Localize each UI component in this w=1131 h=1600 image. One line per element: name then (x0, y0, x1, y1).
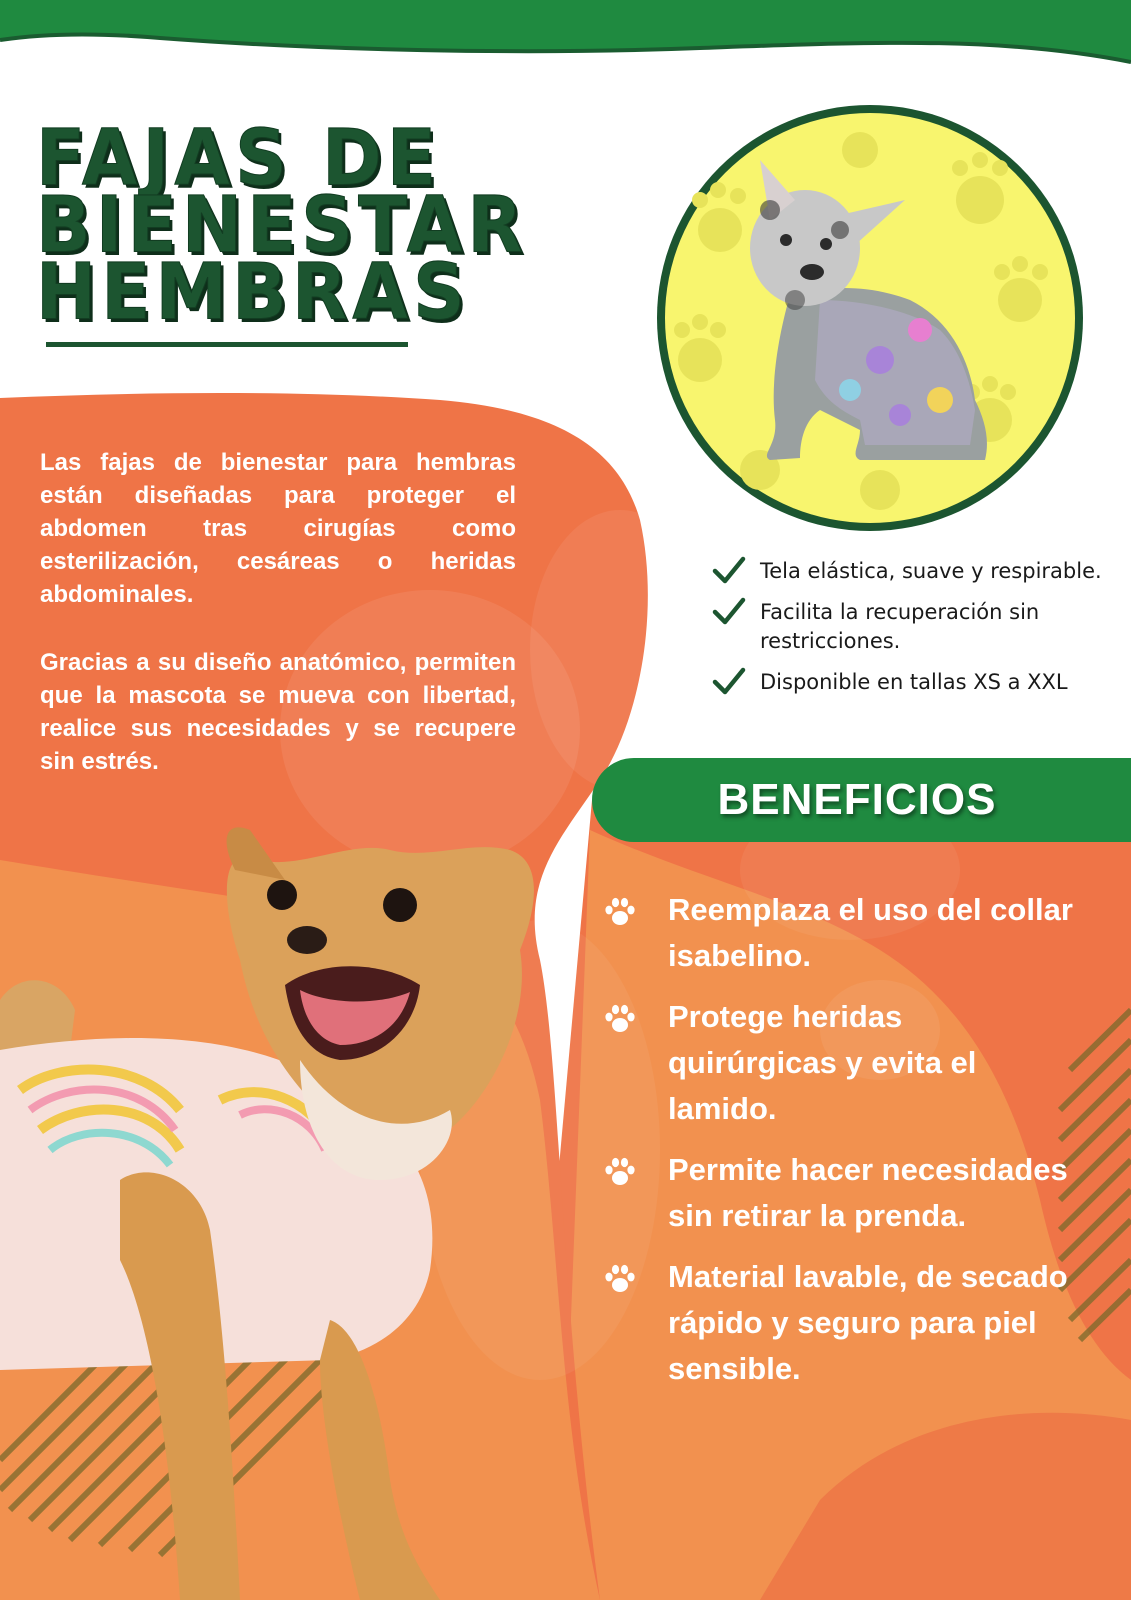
title-line-1: FAJAS DE (36, 112, 442, 203)
feature-item (712, 668, 1122, 697)
benefit-item (604, 887, 1074, 979)
check-icon (712, 664, 746, 698)
benefit-text: Reemplaza el uso del collar isabelino. (668, 892, 1073, 973)
dog-circle-photo (657, 105, 1083, 531)
title-line-2: BIENESTAR (36, 179, 528, 270)
check-icon (712, 594, 746, 628)
feature-list (712, 557, 1122, 709)
intro-paragraph-2: Gracias a su diseño anatómico, permiten que la mascota se mueva con libertad, realice sus necesidades y se recupere sin estrés. (40, 649, 516, 775)
page-title (36, 112, 528, 337)
title-line-3: HEMBRAS (36, 246, 470, 337)
paw-icon (604, 1157, 636, 1187)
bubble-2 (530, 510, 710, 790)
intro-text (40, 446, 516, 813)
intro-paragraph-1: Las fajas de bienestar para hembras están diseñadas para proteger el abdomen tras cirugías como esterilización, cesáreas o heridas abdominales. (40, 449, 516, 608)
feature-text: Tela elástica, suave y respirable. (760, 559, 1102, 583)
feature-text: Facilita la recuperación sin restricciones. (760, 600, 1040, 653)
benefit-text: Protege heridas quirúrgicas y evita el lamido. (668, 999, 977, 1126)
check-icon (712, 553, 746, 587)
paw-icon (604, 1004, 636, 1034)
benefit-text: Permite hacer necesidades sin retirar la prenda. (668, 1152, 1068, 1233)
feature-item (712, 598, 1122, 656)
feature-item (712, 557, 1122, 586)
paw-icon (604, 897, 636, 927)
paw-icon (604, 1264, 636, 1294)
benefits-title: BENEFICIOS (717, 775, 997, 824)
benefits-list (604, 887, 1074, 1407)
benefit-item (604, 1254, 1074, 1392)
benefit-text: Material lavable, de secado rápido y seguro para piel sensible. (668, 1259, 1068, 1386)
benefit-item (604, 1147, 1074, 1239)
benefit-item (604, 994, 1074, 1132)
title-underline (46, 342, 408, 347)
feature-text: Disponible en tallas XS a XXL (760, 670, 1068, 694)
